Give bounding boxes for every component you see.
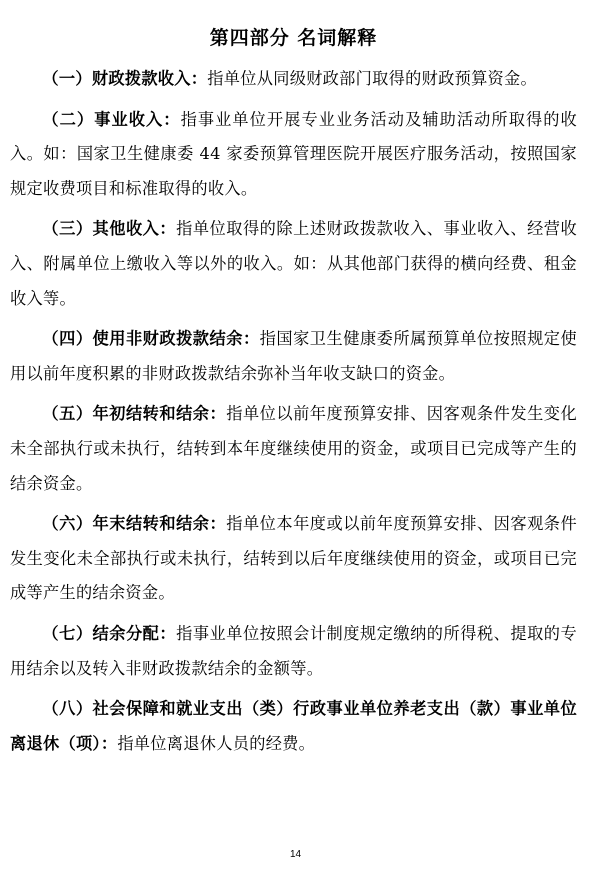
definition-text: 指事业单位按照会计制度规定缴纳的所得税、提取的专用结余以及转入非财政拨款结余的金额等。	[10, 623, 578, 678]
definition-term: （五）年初结转和结余：	[42, 404, 227, 424]
definition-text: 指单位本年度或以前年度预算安排、因客观条件发生变化未全部执行或未执行，结转到以后年度继续使用的资金，或项目已完成等产生的结余资金。	[10, 514, 577, 603]
definition-item	[10, 692, 577, 761]
definition-term: （四）使用非财政拨款结余：	[42, 329, 260, 349]
definition-text: 指单位取得的除上述财政拨款收入、事业收入、经营收入、附属单位上缴收入等以外的收入。如：从其他部门获得的横向经费、租金收入等。	[10, 219, 578, 308]
definition-text: 指国家卫生健康委所属预算单位按照规定使用以前年度积累的非财政拨款结余弥补当年收支缺口的资金。	[10, 329, 577, 383]
definition-term: （三）其他收入：	[42, 219, 177, 239]
definition-item	[10, 507, 577, 611]
definition-item	[10, 212, 577, 316]
definition-term: （六）年末结转和结余：	[42, 514, 227, 534]
definition-list	[10, 62, 577, 761]
definition-term: （一）财政拨款收入：	[42, 69, 208, 88]
definition-text: 指单位以前年度预算安排、因客观条件发生变化未全部执行或未执行，结转到本年度继续使用的资金，或项目已完成等产生的结余资金。	[10, 404, 577, 493]
definition-text: 指单位从同级财政部门取得的财政预算资金。	[207, 69, 538, 88]
page-number: 14	[289, 849, 302, 860]
definition-term: （八）社会保障和就业支出（类）行政事业单位养老支出（款）事业单位离退休（项）：	[10, 699, 577, 753]
definition-item	[10, 62, 577, 97]
definition-text: 指事业单位开展专业业务活动及辅助活动所取得的收入。如：国家卫生健康委 44 家委预算管理医院开展医疗服务活动，按照国家规定收费项目和标准取得的收入。	[10, 109, 577, 198]
definition-item	[10, 397, 577, 501]
definition-term: （二）事业收入：	[42, 109, 181, 129]
definition-term: （七）结余分配：	[42, 623, 177, 643]
definition-text: 指单位离退休人员的经费。	[117, 733, 316, 753]
definition-item	[10, 322, 577, 391]
definition-item	[10, 617, 577, 686]
definition-item	[10, 103, 577, 207]
section-title: 第四部分 名词解释	[209, 27, 378, 49]
